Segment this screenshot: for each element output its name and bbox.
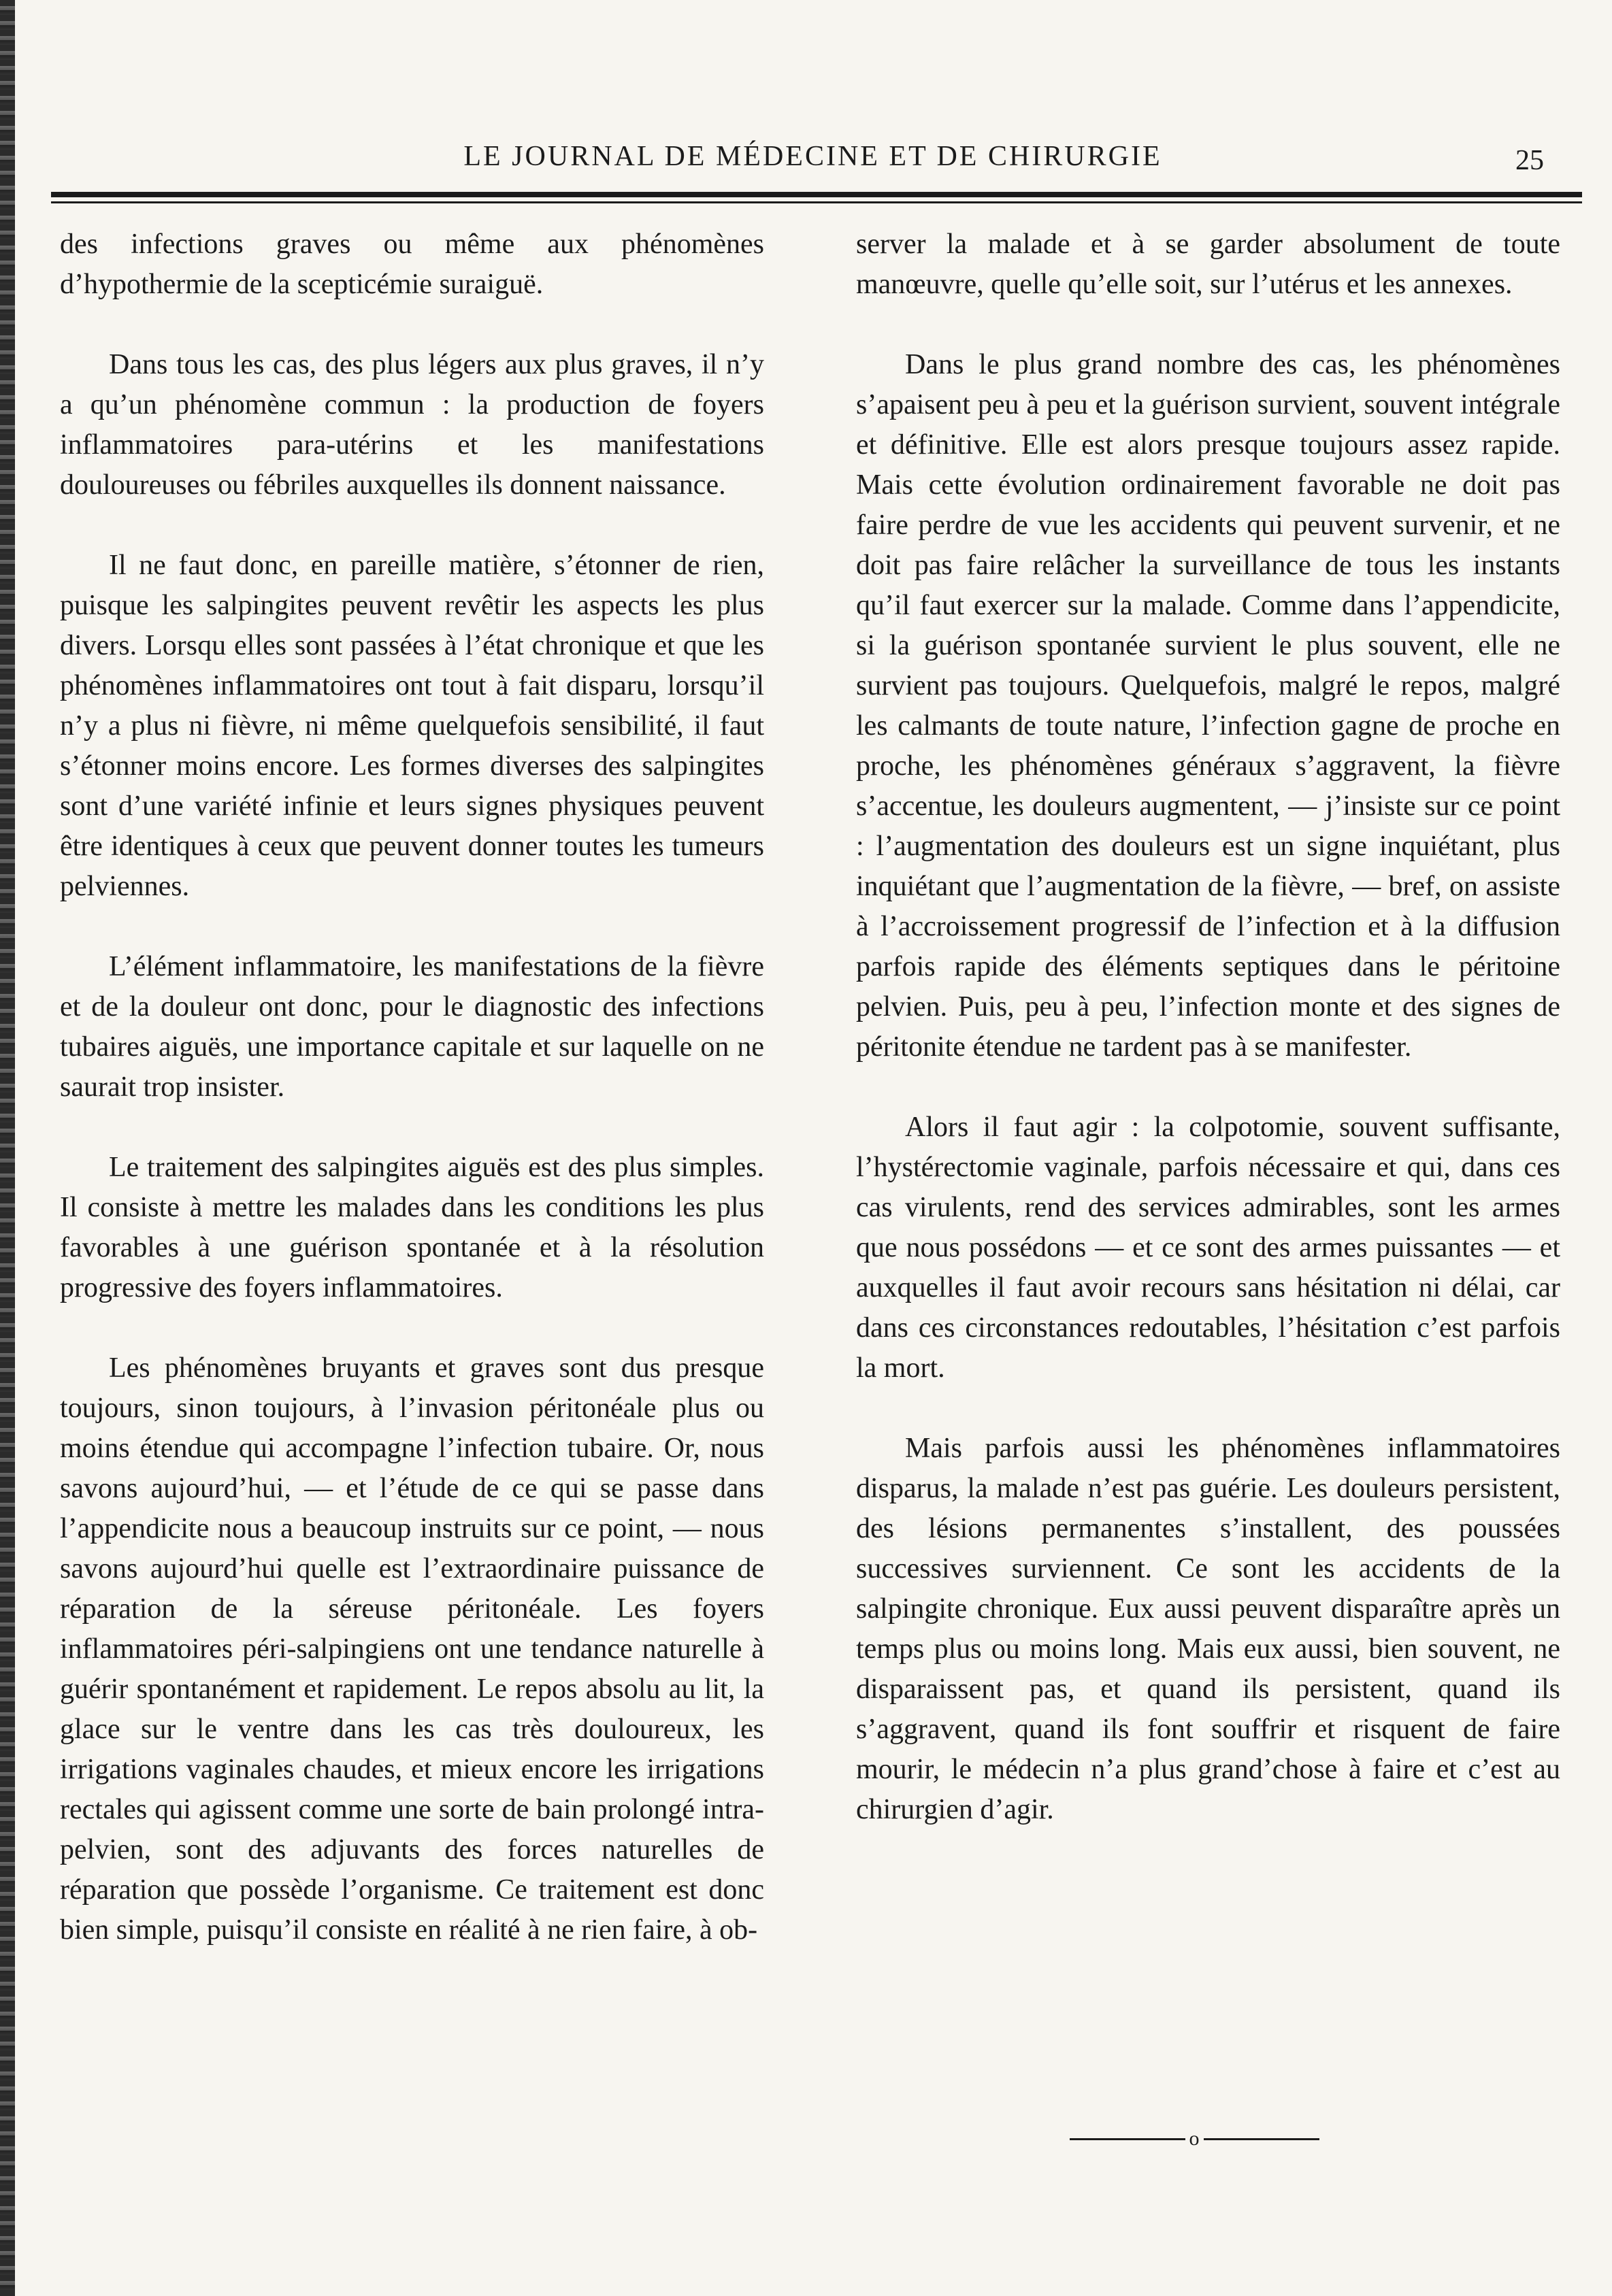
header-rule-thick bbox=[51, 192, 1582, 197]
paragraph: Dans le plus grand nombre des cas, les phénomènes s’apaisent peu à peu et la guérison survient, souvent intégrale et définitive. Elle est alors presque toujours assez rapide. Mais cette évolution ordinairement favorable ne doit pas faire perdre de vue les accidents qui peuvent survenir, et ne doit pas faire relâcher la surveillance de tous les instants qu’il faut exercer sur la malade. Comme dans l’appendicite, si la guérison spontanée survient le plus souvent, elle ne survient pas toujours. Quelquefois, malgré le repos, malgré les calmants de toute nature, l’infection gagne de proche en proche, les phénomènes généraux s’aggravent, la fièvre s’accentue, les douleurs augmentent, — j’insiste sur ce point : l’augmentation des douleurs est un signe inquiétant, plus inquiétant que l’augmentation de la fièvre, — bref, on assiste à l’accroissement progressif de l’infection et à la diffusion parfois rapide des éléments septiques dans le péritoine pelvien. Puis, peu à peu, l’infection monte et des signes de péritonite étendue ne tardent pas à se manifester. bbox=[856, 349, 1560, 1063]
scan-edge bbox=[0, 0, 15, 2296]
paragraph: Le traitement des salpingites aiguës est des plus simples. Il consiste à mettre les malades dans les conditions les plus favorables à une guérison spontanée et à la résolution progressive des foyers inflammatoires. bbox=[60, 1152, 764, 1303]
paragraph: Alors il faut agir : la colpotomie, souvent suffisante, l’hystérectomie vaginale, parfois nécessaire et qui, dans ces cas virulents, rend des services admirables, sont les armes que nous possédons — et ce sont des armes puissantes — et auxquelles il faut avoir recours sans hésitation ni délai, car dans ces circonstances redoutables, l’hésitation c’est parfois la mort. bbox=[856, 1112, 1560, 1384]
page-number: 25 bbox=[1515, 145, 1544, 176]
end-ornament bbox=[1058, 2125, 1330, 2152]
ornament-line-right bbox=[1204, 2138, 1319, 2140]
paragraph: Il ne faut donc, en pareille matière, s’étonner de rien, puisque les salpingites peuvent revêtir les aspects les plus divers. Lorsqu elles sont passées à l’état chronique et que les phénomènes inflammatoires ont tout à fait disparu, lorsqu’il n’y a plus ni fièvre, ni même quelquefois sensibilité, il faut s’étonner moins encore. Les formes diverses des salpingites sont d’une variété infinie et leurs signes physiques peuvent être identiques à ceux que peuvent donner toutes les tumeurs pelviennes. bbox=[60, 550, 764, 902]
paragraph: Les phénomènes bruyants et graves sont dus presque toujours, sinon toujours, à l’invasion péritonéale plus ou moins étendue qui accompagne l’infection tubaire. Or, nous savons aujourd’hui, — et l’étude de ce qui se passe dans l’appendicite nous a beaucoup instruits sur ce point, — nous savons aujourd’hui quelle est l’extraordinaire puissance de réparation de la séreuse péritonéale. Les foyers inflammatoires péri-salpingiens ont une tendance naturelle à guérir spontanément et rapidement. Le repos absolu au lit, la glace sur le ventre dans les cas très douloureux, les irrigations vaginales chaudes, et mieux encore les irrigations rectales qui agissent comme une sorte de bain prolongé intra-pelvien, sont des adjuvants des forces naturelles de réparation que possède l’organisme. Ce traitement est donc bien simple, puisqu’il consiste en réalité à ne rien faire, à ob- bbox=[60, 1352, 764, 1946]
ornament-line-left bbox=[1070, 2138, 1185, 2140]
paragraph: L’élément inflammatoire, les manifestations de la fièvre et de la douleur ont donc, pour le diagnostic des infections tubaires aiguës, une importance capitale et sur laquelle on ne saurait trop insister. bbox=[60, 951, 764, 1103]
running-header bbox=[54, 136, 1571, 177]
paragraph: Dans tous les cas, des plus légers aux plus graves, il n’y a qu’un phénomène commun : la production de foyers inflammatoires para-utérins et les manifestations douloureuses ou fébriles auxquelles ils donnent naissance. bbox=[60, 349, 764, 501]
paragraph: Mais parfois aussi les phénomènes inflammatoires disparus, la malade n’est pas guérie. Les douleurs persistent, des lésions permanentes s’installent, des poussées successives surviennent. Ce sont les accidents de la salpingite chronique. Eux aussi peuvent disparaître après un temps plus ou moins long. Mais eux aussi, bien souvent, ne disparaissent pas, et quand ils persistent, quand ils s’aggravent, quand ils font souffrir et risquent de faire mourir, le médecin n’a plus grand’chose à faire et c’est au chirurgien d’agir. bbox=[856, 1433, 1560, 1825]
left-column bbox=[60, 224, 764, 1950]
right-column bbox=[856, 224, 1560, 1830]
paragraph: des infections graves ou même aux phénomènes d’hypothermie de la scepticémie suraiguë. bbox=[60, 229, 764, 300]
journal-title: LE JOURNAL DE MÉDECINE ET DE CHIRURGIE bbox=[463, 141, 1162, 172]
paragraph: server la malade et à se garder absolument de toute manœuvre, quelle qu’elle soit, sur l’utérus et les annexes. bbox=[856, 229, 1560, 300]
ornament-dot: o bbox=[1189, 2127, 1200, 2150]
header-rule-thin bbox=[51, 201, 1582, 203]
